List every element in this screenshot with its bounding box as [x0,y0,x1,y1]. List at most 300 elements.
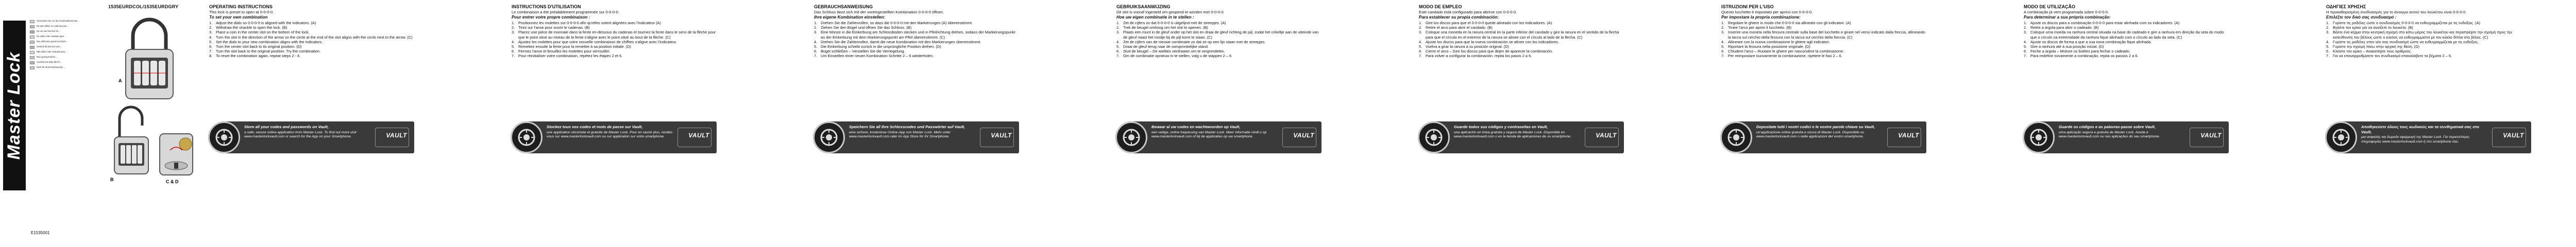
step-item [2326,54,2532,58]
step-number: 3. [1419,30,1422,35]
step-item [1721,21,1927,25]
warning-text: Μην χρησιμοποιείτε ... [37,56,58,58]
step-item [209,40,415,44]
step-text: Placez une pièce de monnaie dans la fente en-dessous du cadenas et tournez la fente dans le sens de la flèche pour que le point situé au niveau de la fente s'aligne avec le point situé au bout de la flèche. (C) [518,30,716,40]
step-text: Positionnez les molettes sur 0-0-0-0 afin qu'elles soient alignées avec l'indicateur (A) [518,21,661,25]
step-number: 1. [209,21,213,25]
vault-promo-banner [208,121,414,153]
vault-app-icon [813,121,845,153]
brand-logo: Master Lock [4,51,24,160]
instruction-column [1718,0,1933,247]
promo-text [849,125,978,139]
promo-text [2361,125,2490,144]
step-number: 5. [1116,44,1120,49]
step-number: 2. [2326,25,2330,30]
step-item [1721,40,1927,44]
promo-text [2059,125,2188,139]
instruction-column [509,0,723,247]
vault-logo: VAULT [2200,132,2222,139]
warning-item [30,66,107,69]
promo-title: Stockez tous vos codes et mots de passe sur Vault, [547,125,643,129]
step-number: 4. [1721,39,1725,44]
warning-item [30,56,107,59]
step-text: Γυρίστε την σχισμή πίσω στην αρχική της θέση. (D) [2333,44,2420,49]
promo-title: Depositate tutti i vostri codici e le vostre parole chiave su Vault, [1756,125,1875,129]
warning-item [30,30,107,33]
step-text: Ajuste os discos de forma a que a sua nova combinação fique alinhada. [2030,39,2152,44]
promo-text [1151,125,1280,139]
step-item [512,49,718,54]
warning-item [30,50,107,54]
column-title: ΟΔΗΓΙΕΣ ΧΡΗΣΗΣ [2326,4,2366,9]
step-item [512,40,718,44]
step-item [1116,21,1323,25]
column-title: OPERATING INSTRUCTIONS [209,4,273,9]
step-text: Para redefinir novamente a combinação, repita os passos 2 a 6. [2030,54,2139,59]
vault-promo-banner [1720,121,1926,153]
step-item [1419,25,1625,30]
step-item [1721,25,1927,30]
step-number: 1. [512,21,515,25]
instruction-column [1416,0,1630,247]
step-number: 5. [1419,44,1422,49]
flag-icon [30,56,35,59]
step-item [1116,40,1323,44]
step-text: Vuelva a girar la ranura a su posición original. (D) [1426,44,1509,49]
step-item [512,30,718,39]
step-number: 5. [2326,44,2330,49]
step-text: Drehen Sie die Zahlenrollen, so dass die 0-0-0-0 mit den Markierungen (A) übereinstimmt. [821,21,973,25]
step-text: Gire a ranhura até à sua posição inicial. (D) [2030,44,2104,49]
promo-body: une application sécurisée et gratuite de Master Lock. Pour en savoir plus, rendez-vous sur www.masterlockvault.com ou sur application sur votre smartphone. [547,130,673,139]
vault-logo: VAULT [1898,132,1919,139]
instruction-column [2021,0,2235,247]
column-intro: Das Schloss lässt sich mit der voreingestellten Kombination 0-0-0-0 öffnen. [814,10,944,14]
vault-app-icon [2325,121,2357,153]
step-item [1721,44,1927,49]
step-number: 3. [2024,30,2027,35]
product-panel [0,0,206,247]
promo-title: Store all your codes and passwords on Vault, [244,125,329,129]
vault-logo: VAULT [1596,132,1617,139]
warning-item [30,35,107,39]
step-text: Για να επαναρρυθμίσετε τον συνδυασμό επαναλάβετε τα βήματα 2 – 6. [2333,54,2452,59]
warning-text: Do not use this lock for ... [37,30,61,32]
step-number: 6. [1419,49,1422,54]
step-item [512,21,718,25]
vault-promo-banner [1115,121,1321,153]
warning-text: Ne pas utiliser ce cadenas pour ... [37,25,70,27]
step-item [1116,49,1323,54]
promo-body: uma aplicação segura e gratuita de Master Lock. Aceda a www.masterlockvault.com ou nas aplicações do seu smartphone. [2059,130,2160,139]
step-text: Allineare con la nuova combinazione le ghiere agli indicatori. [1728,39,1831,44]
warning-item [30,40,107,44]
column-intro: Questo lucchetto è impostato per aprirsi con 0-0-0-0. [1721,10,1813,14]
step-text: Riportare la fessura nella posizione originale. (D) [1728,44,1810,49]
vault-app-icon [1418,121,1450,153]
column-title: MODO DE EMPLEO [1419,4,1462,9]
flag-icon [30,66,35,69]
steps-list [2326,21,2532,59]
vault-promo-banner [813,121,1019,153]
column-intro: Dit slot is vooraf ingesteld om geopend te worden met 0-0-0-0. [1116,10,1225,14]
promo-text [547,125,675,139]
warning-text: Não utilize este cadeado para ... [37,50,68,53]
promo-body: een veilige, online toepassing van Master Lock. Meer informatie vindt u op www.masterlockvault.com of bij de applicaties op uw smartphone. [1151,130,1267,139]
step-item [1419,21,1625,25]
column-title: INSTRUCTIONS D'UTILISATION [512,4,581,9]
step-item [2024,54,2230,58]
step-number: 7. [2326,54,2330,59]
step-text: Coloque una moneda en la ranura central en la parte inferior del candado y gire la ranura en el sentido de la flecha para que el círculo en el extremo de la ranura se alinee con el círculo al lado de la flecha. (C) [1426,30,1619,40]
step-text: Turn the slot in the direction of the arrow so the circle at the end of the slot aligns with the circle next to the arrow. (C) [216,34,413,40]
step-number: 1. [2326,21,2330,25]
column-subtitle: Para establecer su propia combinación: [1419,15,1499,20]
step-text: Γυρίστε τις ροδέλες στον νέο σας συνδυασμό ώστε να ευθυγραμμίζεται με τις ενδείξεις. [2333,39,2479,44]
warning-text: Non utilizzare questo lucchetto ... [37,40,69,43]
step-number: 2. [1721,25,1725,30]
step-number: 6. [1721,49,1725,54]
step-item [1721,54,1927,58]
step-item [1419,49,1625,54]
step-text: Um Einstellen einer neuen Kombination Schritte 2 – 6 wiederholen. [821,54,934,59]
step-text: Die Einkerbung schiebt zurück in die ursprüngliche Position drehen. (D) [821,44,941,49]
step-item [1116,44,1323,49]
step-item [814,25,1020,30]
step-number: 2. [512,25,515,30]
promo-body: μια ασφαλής και δωρεάν εφαρμογή της Master Lock. Για περισσότερες πληροφορίες www.masterlockvault.com ή στο smartphone σας. [2361,135,2470,144]
steps-list [1116,21,1323,59]
step-number: 2. [2024,25,2027,30]
vault-app-icon [208,121,240,153]
step-text: Tirare l'arco per aprire il lucchetto. (B) [1728,25,1792,30]
step-item [209,49,415,54]
step-item [2326,44,2532,49]
step-number: 4. [2326,39,2330,44]
column-subtitle: Hoe uw eigen combinatie in te stellen : [1116,15,1194,20]
flag-icon [30,25,35,28]
flag-icon [30,61,35,64]
vault-logo: VAULT [2503,132,2524,139]
step-text: Κλείστε τον κρίκο – Ανακατέψτε τους αριθμούς. [2333,49,2412,54]
step-text: To reset the combination again, repeat steps 2 - 6. [216,54,301,59]
step-item [814,49,1020,54]
step-number: 7. [1721,54,1725,59]
step-number: 7. [209,49,213,54]
step-item [2024,25,2230,30]
promo-body: eine sichere, kostenlose Online-App von Master Lock. Mehr unter www.masterlockvault.com oder im App Store für Ihr Smartphone. [849,130,951,139]
column-title: ISTRUZIONI PER L'USO [1721,4,1774,9]
padlock-diagram [108,15,201,201]
column-subtitle: To set your own combination [209,15,268,20]
column-intro: Este candado está configurado para abrirse con 0-0-0-0. [1419,10,1517,14]
step-number: 4. [2024,39,2027,44]
column-intro: Η προκαθορισμένη συνδυασμός για το άνοιγμα αυτού του λουκέτου είναι 0-0-0-0. [2326,10,2467,14]
step-number: 2. [1419,25,1422,30]
step-text: Coloque uma moeda na ranhura central situada na base do cadeado e gire a ranhura em direção da seta do modo que o círculo na extremidade da ranhura fique alinhado com o círculo ao lado da seta. (C) [2030,30,2224,40]
instruction-column [811,0,1025,247]
step-text: Drehen Sie die Zahlenrollen, damit die neue Kombination mit den Markierungen übereinstimmt. [821,39,981,44]
promo-title: Bewaar al uw codes en wachtwoorden op Vault, [1151,125,1241,129]
step-label-a: A [118,78,122,83]
step-item [512,54,718,58]
step-text: Remettez ensuite la fente pour la remettre à sa position initiale. (D) [518,44,631,49]
promo-title: Speichern Sie all Ihre Schlosscodes und Passwörter auf Vault, [849,125,965,129]
step-text: Om de combinatie opnieuw in te stellen, volg u de stappen 2 – 6. [1123,54,1232,59]
step-text: Ziehen Sie den Bügel und öffnen Sie das Schloss. (B) [821,25,912,30]
step-text: Sluit de beugel – De wielties verdraaien om te vergrendelen. [1123,49,1225,54]
step-number: 6. [814,49,818,54]
step-text: Chiudere l'arco – Ruotare le ghiere per nascondere la combinazione. [1728,49,1844,54]
step-number: 3. [512,30,515,35]
step-item [512,25,718,30]
step-item [814,21,1020,25]
column-intro: Le combinaison a été préalablement programmée sur 0-0-0-0. [512,10,619,14]
step-text: Zet de cijfers van de nieuwe combinatie zo dat ze op een lijn staan met de streepjes. [1123,39,1266,44]
step-number: 3. [2326,30,2330,35]
step-text: Βάλτε ένα κέρμα στην κεντρική σχισμή στο κάτω μέρος του λουκέτου και περιστρέψτε την σχισμή προς την κατεύθυνση του βέλους ώστε ο κύκλος να ευθυγραμμιστεί με τον κύκλο δίπλα στο βέλος. (C) [2333,30,2513,40]
step-text: Retire el arco para abrir el candado. (B) [1426,25,1493,30]
step-number: 1. [2024,21,2027,25]
step-number: 5. [2024,44,2027,49]
step-number: 6. [2024,49,2027,54]
step-item [814,30,1020,39]
promo-title: Αποθηκεύστε όλους τους κωδικούς και τα συνθηματικά σας στο Vault, [2361,125,2479,134]
step-text: Γυρίστε τις ροδέλες ώστε ο συνδυασμός 0-0-0-0 να ευθυγραμμίζεται με τις ενδείξεις. (A) [2333,21,2480,25]
vault-promo-banner [511,121,717,153]
step-text: Place a coin in the center slot on the bottom of the lock. [216,30,310,35]
step-item [2326,40,2532,44]
step-label-b: B [110,177,114,182]
warning-item [30,20,107,23]
step-text: Eine Münze in die Einkerbung am Schlossboden stecken und in Pfeilrichtung drehen, sodass der Markierungspunkt an der Einkerbung mit dem Markierungspunkt am Pfeil übereinstimmt. (C) [821,30,1015,40]
vault-app-icon [2023,121,2055,153]
promo-title: Guarde todos sus códigos y contraseñas en Vault, [1454,125,1548,129]
step-text: Para volver a configurar la combinación, repita los pasos 2 a 6. [1426,54,1532,59]
step-number: 2. [814,25,818,30]
promo-title: Guarde os códigos e as palavras-passe sobre Vault, [2059,125,2156,129]
vault-logo: VAULT [386,132,407,139]
step-item [2326,21,2532,25]
step-text: Inserire una moneta nella fessura centrale sulla base del lucchetto e girare nel verso indicato dalla freccia, allineando la tacca sul cerchio della fessura con la tacca sul cerchio della freccia. (C) [1728,30,1925,40]
step-number: 2. [209,25,213,30]
warning-text: Nicht für Sicherheitszwecke ... [37,66,66,68]
step-number: 1. [1116,21,1120,25]
step-text: Fermez l'anse et brouillez les molettes pour verrouiller. [518,49,611,54]
padlock-step-cd [160,134,193,175]
step-text: Bügel schließen – Verstellen Sie die Verriegelung. [821,49,905,54]
promo-text [1756,125,1885,139]
brand-bar [3,21,26,190]
step-item [1116,25,1323,30]
step-item [209,54,415,58]
step-text: Ajustez les molettes pour que votre nouvelle combinaison de chiffres s'aligne avec l'indicateur. [518,39,677,44]
step-item [814,44,1020,49]
model-code: 1535EURDCOL/1535EURDGRY [108,4,179,9]
warning-item [30,61,107,64]
step-number: 6. [209,44,213,49]
step-number: 5. [814,44,818,49]
step-number: 6. [1116,49,1120,54]
step-item [1419,30,1625,39]
step-number: 6. [2326,49,2330,54]
step-text: Trek de beugel omhoog om het slot te openen. (B) [1123,25,1208,30]
column-subtitle: Per impostare la propria combinazione: [1721,15,1801,20]
column-subtitle: Επιλέξτε τον δικό σας συνδυασμό : [2326,15,2397,20]
lock-illustration [108,15,201,201]
step-item [209,21,415,25]
steps-list [1419,21,1625,59]
step-item [2024,49,2230,54]
step-text: Βγάλτε τον κρίκο για να ανοίξετε το λουκέτο. (B) [2333,25,2413,30]
step-number: 3. [1116,30,1120,35]
step-label-cd: C & D [166,179,179,184]
step-item [2024,44,2230,49]
column-title: GEBRAUCHSANWEISUNG [814,4,873,9]
step-number: 2. [1116,25,1120,30]
step-number: 5. [209,39,213,44]
step-item [1116,30,1323,39]
vault-promo-banner [2023,121,2229,153]
step-item [1721,49,1927,54]
flag-icon [30,46,35,49]
promo-text [1454,125,1583,139]
step-text: Draai de gleuf terug naar de oorspronkelijke stand. [1123,44,1209,49]
step-text: Feche a argola – Misture os botões para fechar o cadeado. [2030,49,2130,54]
step-number: 7. [512,54,515,59]
step-number: 4. [1419,39,1422,44]
step-number: 5. [1721,44,1725,49]
step-number: 7. [1419,54,1422,59]
flag-icon [30,20,35,23]
step-text: Adjust the dials so 0-0-0-0 is aligned with the indicators. (A) [216,21,316,25]
promo-body: un'applicazione online gratuita e sicura di Master Lock. Disponibile su www.masterlockvault.com o nelle applicazioni del vostro smartphone. [1756,130,1865,139]
vault-app-icon [1115,121,1147,153]
step-number: 3. [209,30,213,35]
step-text: Ajuste los discos para que la nueva combinación se alinee con los indicadores. [1426,39,1559,44]
step-item [1419,40,1625,44]
instruction-column [206,0,420,247]
warning-text: No utilice este candado para ... [37,35,66,38]
step-number: 6. [512,49,515,54]
vault-app-icon [1720,121,1752,153]
step-number: 3. [814,30,818,35]
steps-list [2024,21,2230,59]
part-number: E1535001 [31,231,50,235]
flag-icon [30,51,35,54]
step-item [1721,30,1927,39]
step-number: 8. [209,54,213,59]
warning-text: Gebruik dit slot niet voor ... [37,45,62,48]
warning-item [30,45,107,49]
column-intro: This lock is preset to open at 0-0-0-0. [209,10,274,14]
steps-list [209,21,415,59]
step-number: 5. [512,44,515,49]
column-title: MODO DE UTILIZAÇÃO [2024,4,2075,9]
step-number: 4. [209,34,213,40]
warning-text: Använd inte detta lås för ... [37,61,62,63]
warning-item [30,25,107,28]
step-number: 1. [814,21,818,25]
step-text: Retire a argola para abrir o cadeado. (B) [2030,25,2099,30]
warning-text: Verwenden Sie nur den Kombinationscode ... [37,20,80,22]
promo-body: una aplicación en línea gratuita y segura de Master Lock. Disponible en www.masterlockvault.com o en la tienda de aplicaciones de su smartphone. [1454,130,1571,139]
steps-list [814,21,1020,59]
step-number: 4. [1116,39,1120,44]
step-item [209,44,415,49]
step-item [1419,44,1625,49]
step-text: Regolare le ghiere in modo che 0-0-0-0 sia allineato con gli indicatori. (A) [1728,21,1851,25]
step-text: Zet de cijfers zo dat 0-0-0-0 is uitgelijnd met de streepjes. (A) [1123,21,1226,25]
step-item [814,54,1020,58]
column-subtitle: Pour entrer votre propre combinaison : [512,15,590,20]
flag-icon [30,30,35,33]
instruction-column [1113,0,1328,247]
steps-list [1721,21,1927,59]
steps-list [512,21,718,59]
step-text: Gire los discos para que el 0-0-0-0 quede alineado con los indicadores. (A) [1426,21,1552,25]
step-text: Per reimpostare nuovamente la combinazione, ripetere le fasi 2 – 6. [1728,54,1842,59]
step-item [2024,40,2230,44]
step-number: 4. [512,39,515,44]
step-item [512,44,718,49]
step-item [1419,54,1625,58]
step-item [2024,21,2230,25]
step-text: Turn the slot back to the original position. Try the combination. [216,49,321,54]
column-subtitle: Ihre eigene Kombination einstellen: [814,15,886,20]
warning-list [30,20,107,71]
step-text: Turn the center slot back to its original position. (D) [216,44,302,49]
step-number: 7. [814,54,818,59]
step-number: 7. [2024,54,2027,59]
instruction-column [2323,0,2537,247]
vault-logo: VAULT [1293,132,1314,139]
step-item [209,35,415,40]
column-subtitle: Para determinar a sua própria combinação: [2024,15,2111,20]
step-text: Plaats een munt in de gleuf onder op het slot en draai de gleuf richting de pijl, zodat het cirkeltje aan de uiteinde van de gleuf naast het rondje bij de pijl komt te staan. (C) [1123,30,1319,40]
step-item [209,25,415,30]
step-item [2024,30,2230,39]
flag-icon [30,41,35,44]
step-number: 1. [1419,21,1422,25]
column-title: GEBRUIKSAANWIJZING [1116,4,1171,9]
vault-promo-banner [1418,121,1624,153]
step-number: 3. [1721,30,1725,35]
step-item [1116,54,1323,58]
step-text: Cierre el arco – Gire los discos para que dejen de aparecer la combinación. [1426,49,1553,54]
step-number: 4. [814,39,818,44]
step-item [814,40,1020,44]
step-number: 1. [1721,21,1725,25]
step-text: Tirez sur l'anse pour ouvrir le cadenas. (B) [518,25,590,30]
step-text: Set the dials to your new combination aligns with the indicators. [216,39,323,44]
step-number: 7. [1116,54,1120,59]
promo-text [244,125,373,139]
padlock-step-a [126,20,173,99]
vault-app-icon [511,121,543,153]
vault-logo: VAULT [688,132,709,139]
vault-logo: VAULT [991,132,1012,139]
step-text: Withdraw the shackle to open the lock. (B) [216,25,287,30]
step-text: Pour réinitialiser votre combinaison, répétez les étapes 2 et 6. [518,54,623,59]
flag-icon [30,36,35,39]
promo-body: a safe, secure online application from Master Lock. To find out more visit www.masterlockvault.com or search for the App on your Smartphone. [244,130,357,139]
step-text: Ajuste os discos para a combinação 0-0-0-0 para estar alinhada com os indicadores. (A) [2030,21,2180,25]
vault-promo-banner [2325,121,2531,153]
padlock-step-b [114,107,148,174]
step-item [2326,49,2532,54]
column-intro: A combinação já vem programada sobre 0-0-0-0. [2024,10,2109,14]
